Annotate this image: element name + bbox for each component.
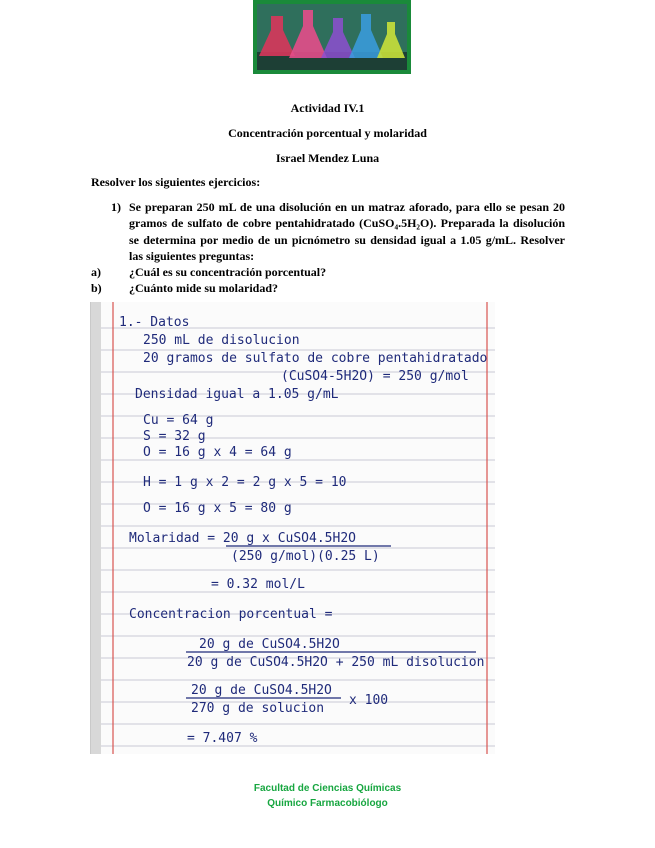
hw-line-molaridad: Molaridad = 20 g x CuSO4.5H2O	[129, 531, 356, 546]
hw-line-frac1-num: 20 g de CuSO4.5H2O	[199, 637, 340, 652]
activity-subtitle: Concentración porcentual y molaridad	[228, 126, 427, 140]
part-b-label: b)	[91, 281, 102, 295]
hw-line-density: Densidad igual a 1.05 g/mL	[135, 387, 339, 402]
hw-line-frac2-num: 20 g de CuSO4.5H2O	[191, 683, 332, 698]
header-flasks-image	[253, 0, 411, 74]
hw-line-frac2-den: 270 g de solucion	[191, 701, 325, 716]
author-name: Israel Mendez Luna	[275, 151, 380, 165]
footer-program: Químico Farmacobiólogo	[267, 798, 388, 809]
hw-line-cu: Cu = 64 g	[143, 413, 214, 428]
hw-line-h: H = 1 g x 2 = 2 g x 5 = 10	[143, 475, 347, 490]
hw-line-times100: x 100	[349, 693, 389, 708]
hw-line-molaridad-result: = 0.32 mol/L	[211, 577, 305, 592]
hw-line-datos: 1.- Datos	[119, 315, 190, 330]
hw-line-formula: (CuSO4-5H2O) = 250 g/mol	[281, 369, 469, 384]
hw-line-frac1-den: 20 g de CuSO4.5H2O + 250 mL disolucion	[187, 655, 485, 670]
hw-line-molaridad-denominator: (250 g/mol)(0.25 L)	[231, 549, 380, 564]
part-a-text: ¿Cuál es su concentración porcentual?	[129, 265, 327, 279]
hw-line-percent-result: = 7.407 %	[187, 731, 258, 746]
footer-faculty: Facultad de Ciencias Químicas	[253, 783, 402, 794]
part-a-label: a)	[91, 265, 101, 279]
question-text: Se preparan 250 mL de una disolución en un matraz aforado, para ello se pesan 20 gramos de sulfato de cobre pentahidratado (CuSO₄.5H₂O). Preparada la disolución se determina por medio de un picnómetro su densidad igual a 1.05 g/mL. Resolver las siguientes preguntas:	[129, 200, 565, 264]
hw-line-o: O = 16 g x 4 = 64 g	[143, 445, 292, 460]
instructions: Resolver los siguientes ejercicios:	[91, 175, 261, 189]
question-number: 1)	[111, 200, 121, 214]
hw-line-concentracion: Concentracion porcentual =	[129, 607, 333, 622]
hw-line-o2: O = 16 g x 5 = 80 g	[143, 501, 292, 516]
flasks-illustration	[257, 4, 407, 70]
activity-title: Actividad IV.1	[290, 101, 365, 115]
hw-line-mass: 20 gramos de sulfato de cobre pentahidratado	[143, 351, 488, 366]
handwritten-notes-photo	[90, 302, 495, 754]
hw-line-s: S = 32 g	[143, 429, 206, 444]
hw-line-volume: 250 mL de disolucion	[143, 333, 300, 348]
part-b-text: ¿Cuánto mide su molaridad?	[129, 281, 279, 295]
notebook-page	[91, 302, 495, 754]
